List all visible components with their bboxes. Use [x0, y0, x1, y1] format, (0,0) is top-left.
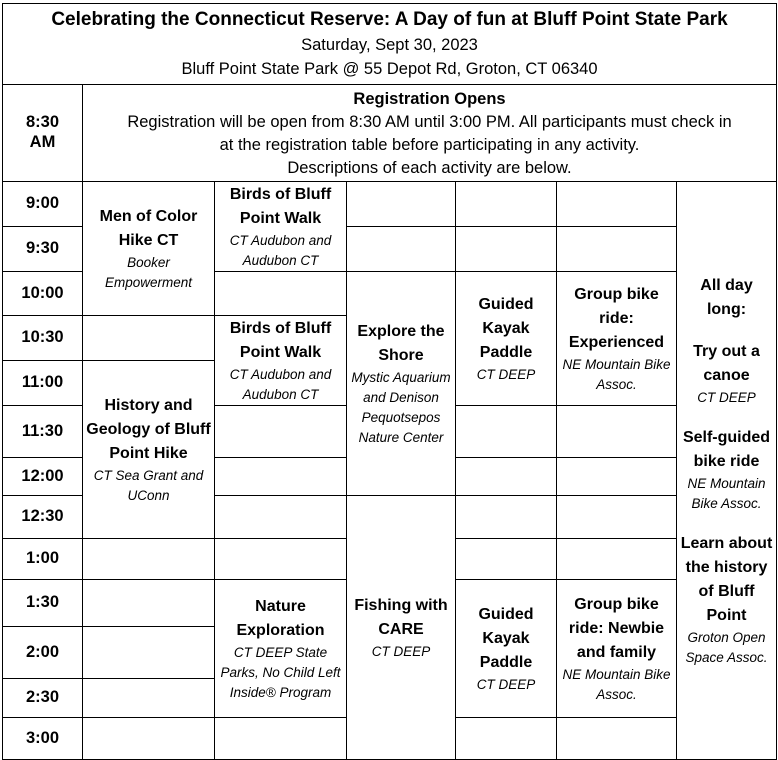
registration-title: Registration Opens [353, 89, 506, 108]
activity-organizer: CT DEEP [697, 389, 756, 405]
activity-organizer: CT DEEP State Parks, No Child Left Inside® Program [220, 644, 341, 700]
activity-fishing [347, 496, 456, 760]
schedule-row [3, 182, 777, 227]
activity-organizer: Booker Empowerment [104, 254, 193, 290]
activity-name: Guided Kayak Paddle [478, 295, 534, 361]
registration-cell [83, 85, 777, 182]
empty-slot [215, 496, 347, 539]
activity-organizer: CT DEEP [476, 366, 536, 382]
empty-slot [456, 718, 557, 760]
activity-organizer: Mystic Aquarium and Denison Pequotsepos Nature Center [351, 369, 451, 445]
time-slot: 12:00 [3, 458, 83, 496]
activity-name: Birds of Bluff Point Walk [229, 319, 332, 361]
empty-slot [456, 182, 557, 227]
all-day-activities [677, 182, 777, 760]
activity-organizer: CT DEEP [371, 643, 431, 659]
registration-line: Descriptions of each activity are below. [287, 158, 572, 177]
empty-slot [557, 718, 677, 760]
activity-explore-shore [347, 272, 456, 496]
activity-name: Birds of Bluff Point Walk [229, 185, 332, 227]
activity-name: Try out a canoe [693, 342, 760, 384]
empty-slot [557, 227, 677, 272]
time-slot: 3:00 [3, 718, 83, 760]
empty-slot [215, 718, 347, 760]
empty-slot [456, 539, 557, 580]
time-slot: 1:30 [3, 580, 83, 627]
activity-organizer: NE Mountain Bike Assoc. [687, 475, 766, 511]
empty-slot [83, 679, 215, 718]
empty-slot [456, 227, 557, 272]
time-slot: 1:00 [3, 539, 83, 580]
activity-kayak-1 [456, 272, 557, 406]
activity-organizer: CT DEEP [476, 676, 536, 692]
page-title: Celebrating the Connecticut Reserve: A Day of fun at Bluff Point State Park [51, 9, 728, 30]
time-slot: 10:30 [3, 316, 83, 361]
activity-men-of-color [83, 182, 215, 316]
activity-name: Nature Exploration [236, 597, 325, 639]
empty-slot [215, 406, 347, 458]
activity-name: Fishing with CARE [354, 596, 448, 638]
activity-name: Group bike ride: Newbie and family [568, 595, 665, 661]
activity-history-geology [83, 361, 215, 539]
activity-birds-2 [215, 316, 347, 406]
empty-slot [83, 627, 215, 679]
empty-slot [83, 316, 215, 361]
activity-bike-experienced [557, 272, 677, 406]
time-slot: 2:00 [3, 627, 83, 679]
empty-slot [347, 182, 456, 227]
registration-line: at the registration table before participating in any activity. [219, 135, 640, 154]
time-ampm: AM [29, 133, 56, 151]
activity-organizer: NE Mountain Bike Assoc. [562, 356, 671, 392]
empty-slot [557, 458, 677, 496]
activity-name: Learn about the history of Bluff Point [680, 534, 773, 624]
registration-line: Registration will be open from 8:30 AM until 3:00 PM. All participants must check in [127, 112, 732, 131]
activity-organizer: CT Audubon and Audubon CT [229, 232, 332, 268]
empty-slot [456, 406, 557, 458]
empty-slot [215, 539, 347, 580]
empty-slot [456, 458, 557, 496]
activity-bike-newbie [557, 580, 677, 718]
activity-organizer: NE Mountain Bike Assoc. [562, 666, 671, 702]
activity-birds-1 [215, 182, 347, 272]
empty-slot [557, 406, 677, 458]
empty-slot [347, 227, 456, 272]
event-date: Saturday, Sept 30, 2023 [301, 36, 478, 54]
activity-organizer: Groton Open Space Assoc. [685, 629, 768, 665]
activity-name: Men of Color Hike CT [99, 207, 198, 249]
empty-slot [83, 718, 215, 760]
time-slot: 2:30 [3, 679, 83, 718]
activity-name: Group bike ride: Experienced [568, 285, 665, 351]
empty-slot [83, 580, 215, 627]
activity-kayak-2 [456, 580, 557, 718]
event-location: Bluff Point State Park @ 55 Depot Rd, Groton, CT 06340 [181, 60, 598, 78]
activity-name: Guided Kayak Paddle [478, 605, 534, 671]
activity-name: Explore the Shore [357, 322, 445, 364]
time-label: 8:30 [25, 113, 60, 132]
time-slot: 12:30 [3, 496, 83, 539]
empty-slot [557, 182, 677, 227]
empty-slot [557, 496, 677, 539]
empty-slot [83, 539, 215, 580]
header-cell [3, 4, 777, 85]
all-day-heading: All day long: [700, 276, 753, 318]
time-slot: 10:00 [3, 272, 83, 316]
empty-slot [215, 458, 347, 496]
activity-organizer: CT Sea Grant and UConn [93, 467, 204, 503]
time-slot: 11:00 [3, 361, 83, 406]
activity-nature-exploration [215, 580, 347, 718]
empty-slot [456, 496, 557, 539]
time-slot: 9:30 [3, 227, 83, 272]
activity-name: Self-guided bike ride [682, 428, 771, 470]
registration-time [3, 85, 83, 182]
schedule-table [2, 3, 777, 760]
activity-organizer: CT Audubon and Audubon CT [229, 366, 332, 402]
empty-slot [215, 272, 347, 316]
time-slot: 11:30 [3, 406, 83, 458]
empty-slot [557, 539, 677, 580]
time-slot: 9:00 [3, 182, 83, 227]
activity-name: History and Geology of Bluff Point Hike [86, 396, 211, 462]
